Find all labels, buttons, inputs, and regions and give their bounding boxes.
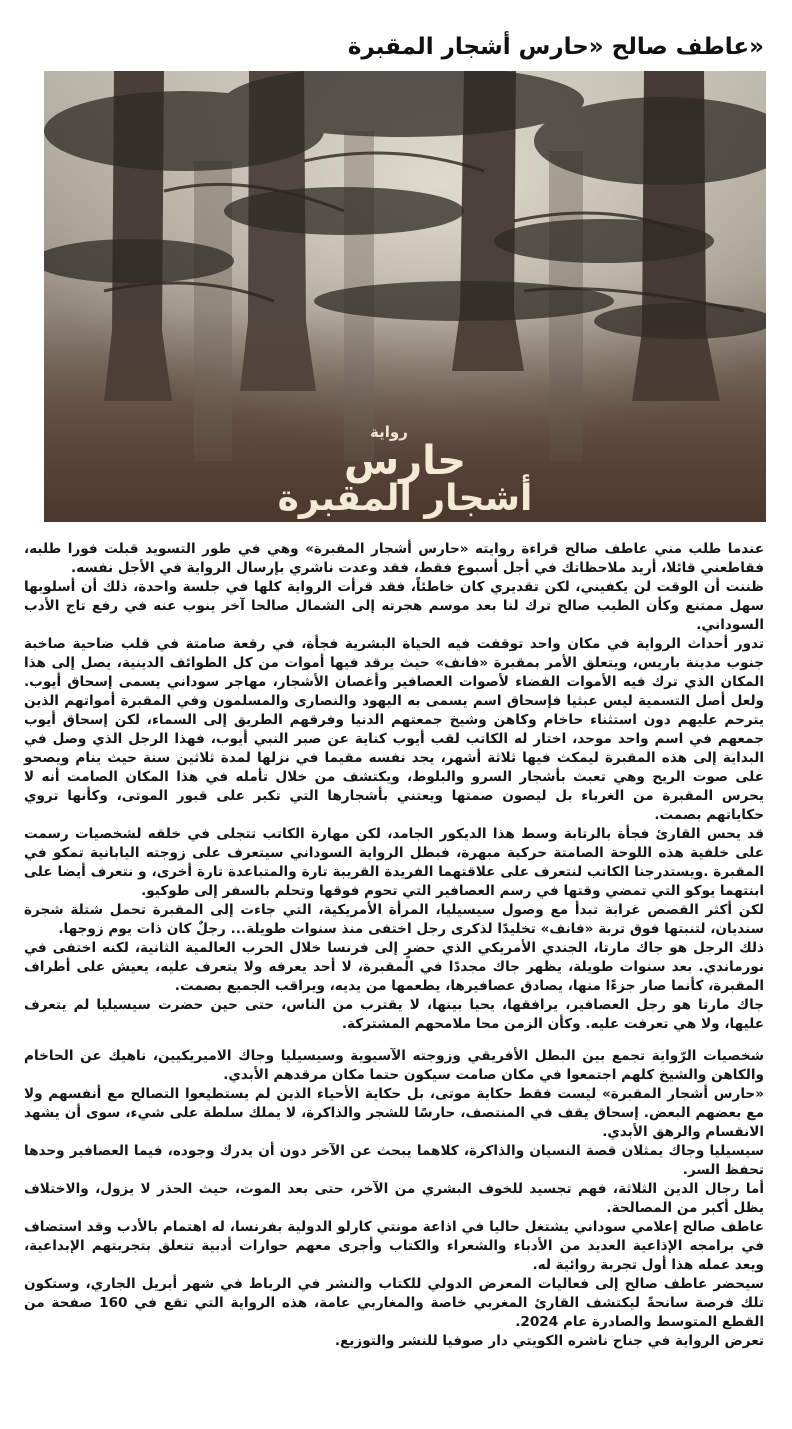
article-paragraph: ذلك الرجل هو جاك مارتا، الجندي الأمريكي الذي حضرٍ إلى فرنسا خلال الحرب العالمية الثانية، لكنه اختفى في نورماندي. بعد سنوات طويلة، يظهر جاك مجددًا في المقبرة، لا أحد يعرفه ولا يتعرف عليه، يعيش على أطراف المقبرة، كأنما صار جزءًا منها، يصادق عصافيرها، يطعمها من يديه، ويراقب الجميع بصمت. <box>24 940 764 994</box>
article-headline: «عاطف صالح «حارس أشجار المقبرة <box>347 34 764 60</box>
article-paragraph: قد يحس القارئ فجأة بالرتابة وسط هذا الديكور الجامد، لكن مهارة الكاتب تتجلى في خلقه لشخصيات رسمت على خلفية هذه اللوحة الصامتة حركية مبهرة، فبطل الرواية السوداني سيتعرف على زوجته اليابانية تمكو في المقبرة .ويستدرجنا الكاتب لنتعرف على علاقتهما الفريدة القريبة تارة والمتباعدة تارة أخرى، و نتعرف أيضا على ابنتهما يوكو التي تمضي وقتها في رسم العصافير التي تحوم فوقها وتحلم بالسفر إلى طوكيو. <box>24 826 764 899</box>
article-paragraph: تدور أحداث الرواية في مكان واحد توقفت فيه الحياة البشرية فجأة، في رقعة صامتة في قلب ضاحية صاخبة جنوب مدينة باريس، ويتعلق الأمر بمقبرة «فانف» حيث يرقد فيها أموات من كل الطوائف الدينية، يصل إلى هذا المكان الذي ترك فيه الأموات الفضاء لأصوات العصافير وأغصان الأشجار، مهاجر سوداني يسمى إسحاق أيوب. ولعل أصل التسمية ليس عبثيا فإسحاق اسم يسمى به اليهود والنصارى والمسلمون وفي المقبرة أمواتهم الذين يترحم عليهم دون استثناء حاخام وكاهن وشيخ جمعتهم الدنيا وفرقهم الطريق إلى السماء، لكن إسحاق أيوب جمعهم في اسم واحد موحد، اختار له الكاتب لقب أيوب كناية عن صبر النبي أيوب، فهذا الرجل الذي وصل في البداية إلى هذه المقبرة ليمكث فيها ثلاثة أشهر، يجد نفسه مقيما في نزلها لمدة ثلاثين سنة حيث ينام ويصحو على صوت الريح وهي تعبث بأشجار السرو والبلوط، ويكتشف من خلال تأمله في هذا المكان الصامت أنه لا يحرس المقبرة من الغرباء بل ليصون صمتها ويعتني بأشجارها التي تكبر على قبور الموتى، وكأنها تروي حكاياتهم بصمت. <box>24 636 764 823</box>
article-paragraph: سيسيليا وجاك يمثلان قصة النسيان والذاكرة، كلاهما يبحث عن الآخر دون أن يدرك وجوده، فيما العصافير وحدها تحفظ السر. <box>24 1143 764 1178</box>
article-paragraph: جاك مارتا هو رجل العصافير، يرافقها، يحيا بينها، لا يقترب من الناس، حتى حين حضرت سيسيليا لم يتعرف عليها، ولا هي تعرفت عليه. وكأن الزمن محا ملامحهم المشتركة. <box>24 997 764 1032</box>
article-paragraph: شخصيات الرّواية تجمع بين البطل الأفريقي وزوجته الآسيوية وسيسيليا وجاك الاميريكيين، ناهيك عن الحاخام والكاهن والشيخ كلهم اجتمعوا في مكان صامت سيكون حتما مكان مرقدهم الأبدي. <box>24 1048 764 1083</box>
cover-title-line2: أشجار المقبرة <box>277 478 533 519</box>
article-paragraph: عندما طلب مني عاطف صالح قراءة روايته «حارس أشجار المقبرة» وهي في طور التسويد قبلت فورا طلبه، فقاطعني قائلا، أريد ملاحظاتك في أجل أسبوع فقط، فقد وعدت ناشري بإرسال الرواية في الأجل نفسه. <box>24 541 764 576</box>
article-paragraph: أما رجال الدين الثلاثة، فهم تجسيد للخوف البشري من الآخر، حتى بعد الموت، حيث الحذر لا يزول، والاختلاف يظل أكبر من المصالحة. <box>24 1181 764 1216</box>
article-paragraph: عاطف صالح إعلامي سوداني يشتغل حاليا في اذاعة مونتي كارلو الدولية بفرنسا، له اهتمام بالأدب وقد استضاف في برامجه الإذاعية العديد من الأدباء والشعراء والكتاب وأجرى معهم حوارات أدبية تتعلق بتجربتهم الإبداعية، ويعد عمله هذا أول تجربة روائية له. <box>24 1219 764 1273</box>
article-paragraph: سيحضر عاطف صالح إلى فعاليات المعرض الدولي للكتاب والنشر في الرباط في شهر أبريل الجاري، وستكون تلك فرصة سانحةً ليكتشف القارئ المغربي خاصة والمغاربي عامة، هذه الرواية التي تقع في 160 صفحة من القطع المتوسط والصادرة عام 2024. <box>24 1276 764 1330</box>
article-paragraph: تعرض الرواية في جناح ناشره الكويتي دار صوفيا للنشر والتوزيع. <box>334 1333 764 1349</box>
cover-genre-label: رواية <box>370 423 408 441</box>
book-cover-image <box>44 71 766 522</box>
cover-title-line1: حارس <box>343 438 467 484</box>
article-paragraph: «حارس أشجار المقبرة» ليست فقط حكاية موتى، بل حكاية الأحياء الذين لم يستطيعوا التصالح مع أنفسهم ولا مع بعضهم البعض. إسحاق يقف في المنتصف، حارسًا للشجر والذاكرة، لا يملك سلطة على شيء، سوى أن يشهد الانقسام والرهق الأبدي. <box>24 1086 764 1140</box>
article-paragraph: ظننت أن الوقت لن يكفيني، لكن تقديري كان خاطئاً، فقد قرأت الرواية كلها في جلسة واحدة، ذلك أن أسلوبها سهل ممتنع وكأن الطيب صالح ترك لنا بعد موسم هجرته إلى الشمال صالحا آخر ينوب عنه في رفع تاج الأدب السوداني. <box>24 579 764 633</box>
article-paragraph: لكن أكثر القصص غرابة تبدأ مع وصول سيسيليا، المرأة الأمريكية، التي جاءت إلى المقبرة تحمل شتلة شجرة سنديان، لتنبتها فوق تربة «فانف» تخليدًا لذكرى رجل اختفى منذ سنوات طويلة... رجلٌ كان ذات يوم زوجها. <box>24 902 764 937</box>
article-body <box>24 540 764 1351</box>
